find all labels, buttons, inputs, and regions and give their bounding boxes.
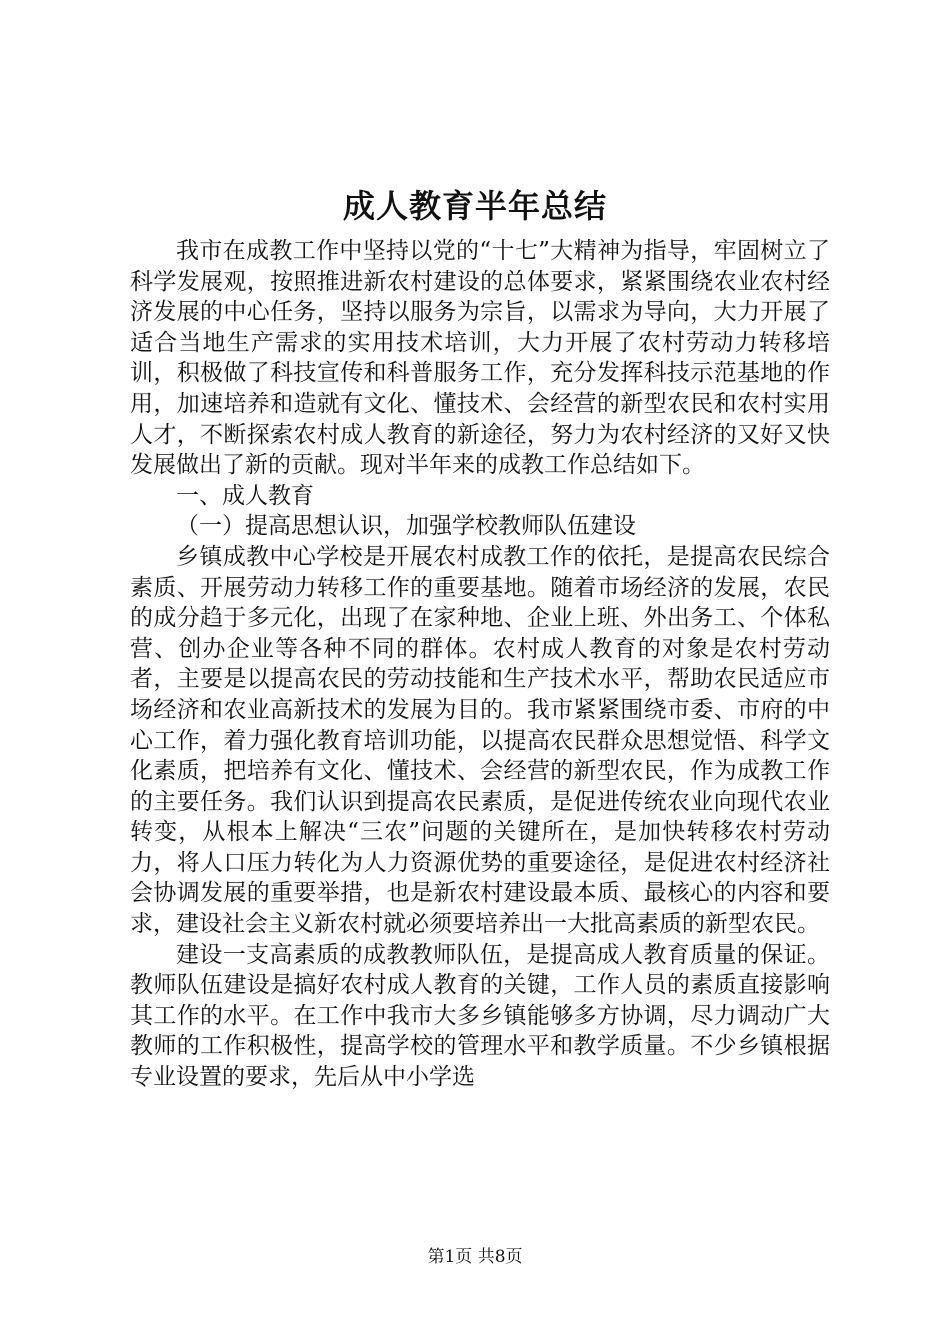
section-heading: 一、成人教育: [176, 482, 314, 509]
page-footer: 第1页 共8页: [427, 1247, 523, 1267]
paragraph-body: 建设一支高素质的成教教师队伍，是提高成人教育质量的保证。教师队伍建设是搞好农村成人教育的关键，工作人员的素质直接影响其工作的水平。在工作中我市大多乡镇能够多方协调，尽力调动广大教师的工作积极性，提高学校的管理水平和教学质量。不少乡镇根据专业设置的要求，先后从中小学选: [130, 941, 830, 1091]
document-body: [130, 236, 830, 1093]
paragraph-body: 乡镇成教中心学校是开展农村成教工作的依托，是提高农民综合素质、开展劳动力转移工作的重要基地。随着市场经济的发展，农民的成分趋于多元化，出现了在家种地、企业上班、外出务工、个体私营、创办企业等各种不同的群体。农村成人教育的对象是农村劳动者，主要是以提高农民的劳动技能和生产技术水平，帮助农民适应市场经济和农业高新技术的发展为目的。我市紧紧围绕市委、市府的中心工作，着力强化教育培训功能，以提高农民群众思想觉悟、科学文化素质，把培养有文化、懂技术、会经营的新型农民，作为成教工作的主要任务。我们认识到提高农民素质，是促进传统农业向现代农业转变，从根本上解决“三农”问题的关键所在，是加快转移农村劳动力，将人口压力转化为人力资源优势的重要途径，是促进农村经济社会协调发展的重要举措，也是新农村建设最本质、最核心的内容和要求，建设社会主义新农村就必须要培养出一大批高素质的新型农民。: [130, 543, 830, 938]
subsection-heading: （一）提高思想认识，加强学校教师队伍建设: [176, 513, 636, 540]
document-title: 成人教育半年总结: [342, 187, 607, 225]
paragraph-intro: 我市在成教工作中坚持以党的“十七”大精神为指导，牢固树立了科学发展观，按照推进新农村建设的总体要求，紧紧围绕农业农村经济发展的中心任务，坚持以服务为宗旨，以需求为导向，大力开展了适合当地生产需求的实用技术培训，大力开展了农村劳动力转移培训，积极做了科技宣传和科普服务工作，充分发挥科技示范基地的作用，加速培养和造就有文化、懂技术、会经营的新型农民和农村实用人才，不断探索农村成人教育的新途径，努力为农村经济的又好又快发展做出了新的贡献。现对半年来的成教工作总结如下。: [130, 238, 830, 479]
